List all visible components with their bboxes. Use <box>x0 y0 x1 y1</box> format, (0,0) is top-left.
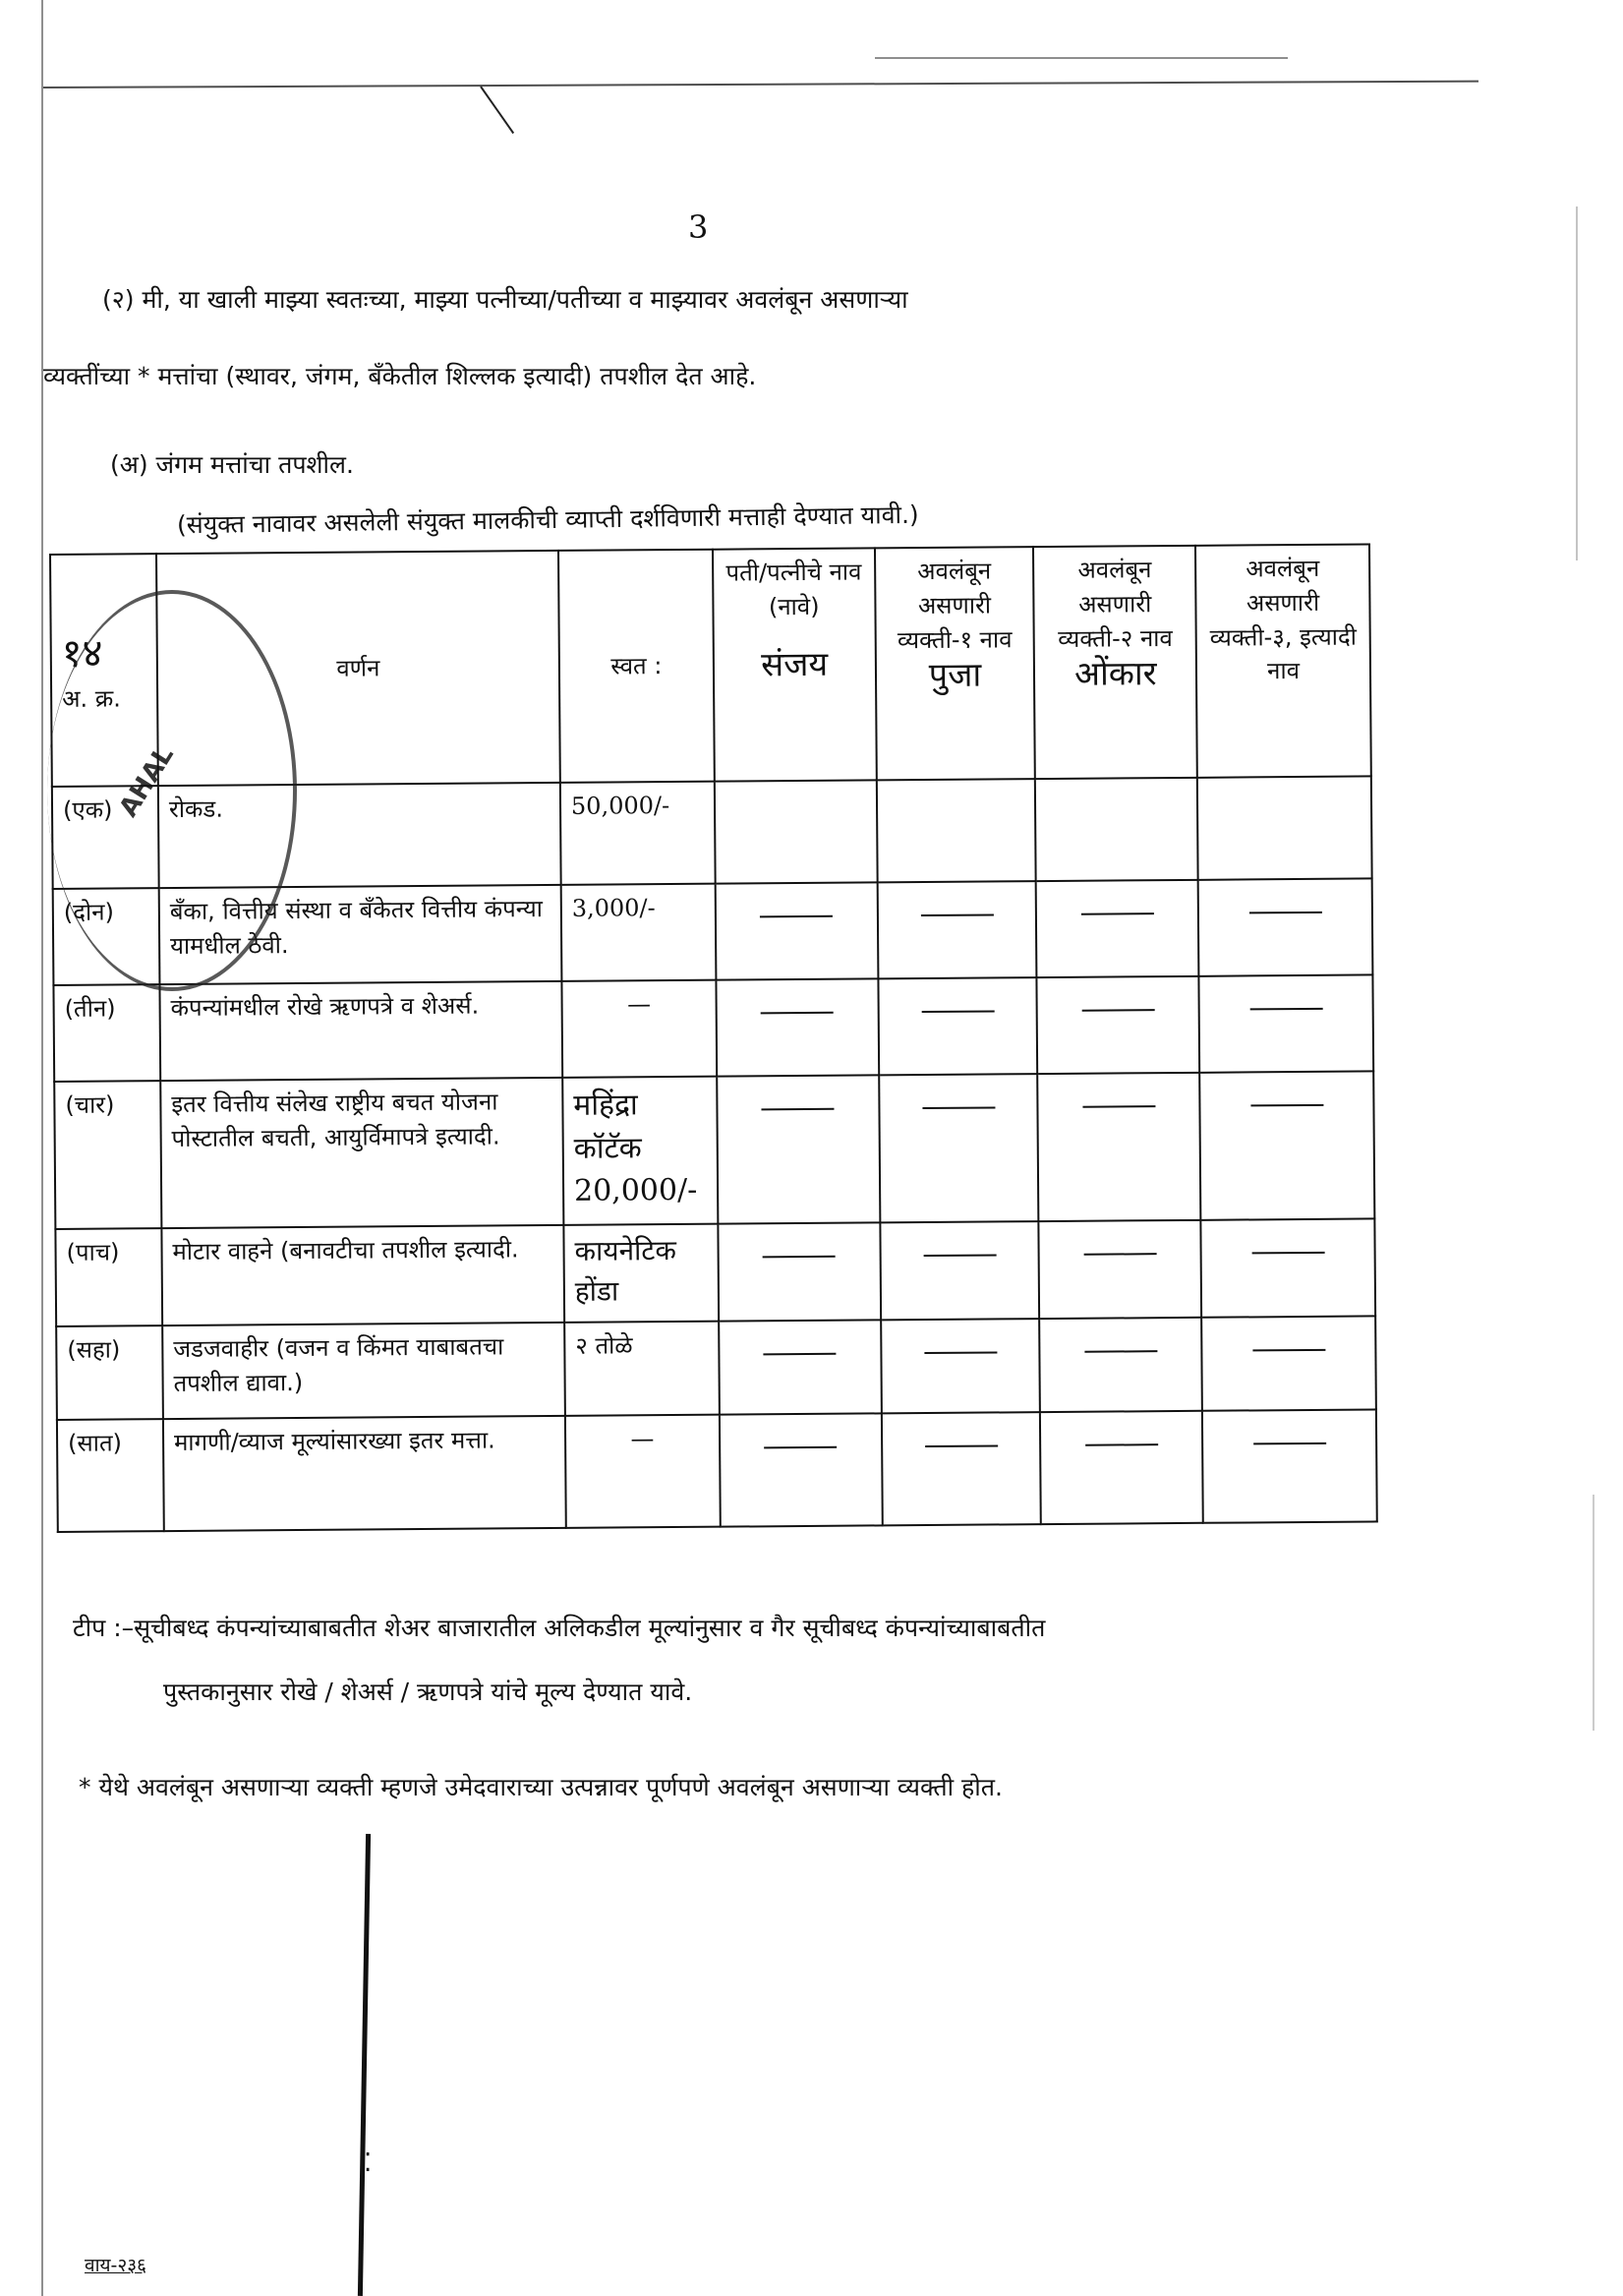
header-description: वर्णन <box>156 551 560 786</box>
table-row <box>56 1316 1376 1420</box>
ink-dots: ⁚ <box>364 2149 373 2178</box>
dash-mark <box>925 1444 998 1447</box>
table-row <box>54 1072 1374 1229</box>
form-code: वाय-२३६ <box>85 2255 147 2276</box>
section-a-note: (संयुक्त नावावर असलेली संयुक्त मालकीची व्याप्ती दर्शविणारी मत्ताही देण्यात यावी.) <box>176 500 919 540</box>
handwritten-mark: १४ <box>61 630 103 677</box>
table-row <box>53 975 1373 1083</box>
tip-line-1: टीप :–सूचीबध्द कंपन्यांच्याबाबतीत शेअर बाजारातील अलिकडील मूल्यांनुसार व गैर सूचीबध्द कंपन्यांच्याबाबतीत <box>73 1614 1046 1642</box>
header-dependent-1: अवलंबून असणारी व्यक्ती-१ नाव पुजा <box>875 547 1036 780</box>
dash-mark <box>1251 1252 1324 1255</box>
dependent-1-name: पुजा <box>928 655 982 696</box>
dash-mark <box>920 913 993 916</box>
row-index: (सहा) <box>56 1325 163 1420</box>
page-left-edge <box>41 0 43 2296</box>
footnote: * येथे अवलंबून असणाऱ्या व्यक्ती म्हणजे उमेदवाराच्या उत्पन्नावर पूर्णपणे अवलंबून असणाऱ्या व्यक्ती होत. <box>79 1773 1003 1801</box>
page-right-edge-lower <box>1593 1495 1594 1731</box>
dash-mark <box>1252 1349 1325 1352</box>
row-description: रोकड. <box>158 783 561 888</box>
dash-mark <box>1081 1009 1154 1012</box>
row-self-value: 3,000/- <box>561 883 717 981</box>
dash-mark <box>1250 1104 1323 1107</box>
table-row <box>55 1219 1375 1326</box>
dash-mark <box>761 1012 834 1015</box>
row-index: (एक) <box>52 786 159 888</box>
dash-mark <box>1084 1350 1157 1353</box>
pen-mark <box>480 86 514 134</box>
row-description: मोटार वाहने (बनावटीचा तपशील इत्यादी. <box>161 1225 564 1325</box>
spouse-name: संजय <box>761 644 829 684</box>
dash-mark <box>762 1108 835 1111</box>
row-description: मागणी/व्याज मूल्यांसारख्या इतर मत्ता. <box>163 1416 566 1531</box>
dependent-2-name: ओंकार <box>1073 654 1157 695</box>
tip-line-2: पुस्तकानुसार रोखे / शेअर्स / ऋणपत्रे यांचे मूल्य देण्यात यावे. <box>163 1678 693 1706</box>
stamp-text: AHAL <box>113 740 180 823</box>
dash-mark <box>763 1256 836 1259</box>
header-dependent-3: अवलंबून असणारी व्यक्ती-३, इत्यादी नाव <box>1195 544 1371 778</box>
dash-mark <box>1085 1443 1158 1446</box>
dash-mark <box>764 1352 837 1355</box>
dash-mark <box>1081 913 1154 915</box>
row-self-value: महिंद्रा कॉटॅक 20,000/- <box>562 1077 718 1225</box>
section-a-heading: (अ) जंगम मत्तांचा तपशील. <box>110 450 354 479</box>
dash-mark <box>764 1446 837 1449</box>
row-description: कंपन्यांमधील रोखे ऋणपत्रे व शेअर्स. <box>159 981 562 1082</box>
row-self-value: — <box>561 980 717 1079</box>
intro-line-1: (२) मी, या खाली माझ्या स्वतःच्या, माझ्या पत्नीच्या/पतीच्या व माझ्यावर अवलंबून असणाऱ्या <box>102 285 908 314</box>
row-index: (पाच) <box>55 1228 162 1325</box>
dash-mark <box>1082 1106 1155 1109</box>
row-index: (चार) <box>54 1082 161 1229</box>
row-description: बँका, वित्तीय संस्था व बँकेतर वित्तीय कंपन्या यामधील ठेवी. <box>159 885 562 985</box>
row-self-value: कायनेटिक होंडा <box>563 1224 719 1323</box>
page-top-edge <box>43 81 1478 88</box>
row-description: इतर वित्तीय संलेख राष्ट्रीय बचत योजना पोस्टातील बचती, आयुर्विमापत्रे इत्यादी. <box>160 1078 563 1228</box>
page-right-edge <box>1576 206 1578 560</box>
pen-stroke <box>358 1834 371 2296</box>
dash-mark <box>1083 1253 1156 1256</box>
table-row <box>57 1409 1377 1532</box>
dash-mark <box>924 1351 997 1354</box>
intro-line-2: व्यक्तींच्या * मत्तांचा (स्थावर, जंगम, बँकेतील शिल्लक इत्यादी) तपशील देत आहे. <box>43 362 757 390</box>
dash-mark <box>1248 912 1321 914</box>
row-index: (सात) <box>57 1419 164 1532</box>
page-number: 3 <box>688 208 709 246</box>
official-stamp <box>47 590 297 991</box>
row-self-value: २ तोळे <box>564 1321 720 1416</box>
header-spouse: पती/पत्नीचे नाव (नावे) संजय <box>713 548 877 781</box>
row-description: जडजवाहीर (वजन व किंमत याबाबतचा तपशील द्यावा.) <box>162 1323 565 1419</box>
dash-mark <box>922 1107 995 1110</box>
dash-mark <box>921 1011 994 1014</box>
dash-mark <box>1253 1442 1326 1445</box>
row-self-value: — <box>565 1415 721 1528</box>
row-index: (तीन) <box>53 984 160 1082</box>
dash-mark <box>760 914 833 917</box>
dash-mark <box>923 1255 996 1258</box>
header-dependent-2: अवलंबून असणारी व्यक्ती-२ नाव ओंकार <box>1033 546 1197 779</box>
dash-mark <box>1249 1008 1322 1011</box>
header-self: स्वत : <box>558 550 715 783</box>
page-top-mark <box>875 57 1288 59</box>
row-self-value: 50,000/- <box>560 782 716 885</box>
header-serial: १४ अ. क्र. <box>50 554 158 787</box>
row-index: (दोन) <box>53 888 160 985</box>
